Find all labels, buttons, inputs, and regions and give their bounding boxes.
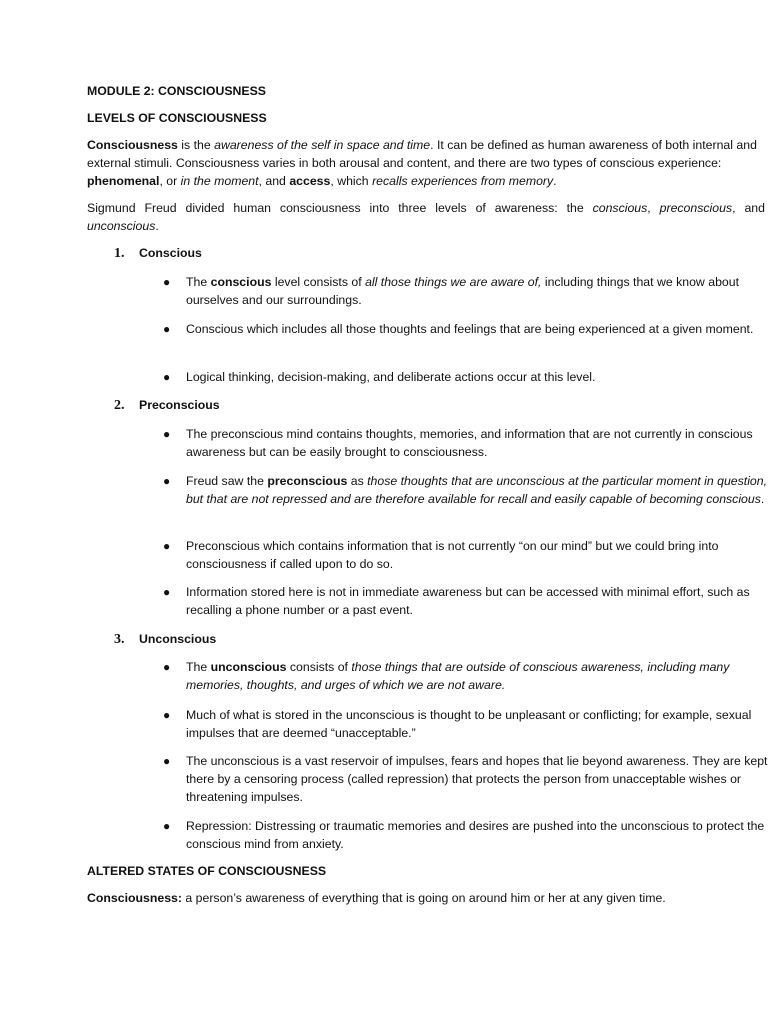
level-heading-conscious: 1. Conscious	[114, 246, 202, 261]
list-item: ● The unconscious is a vast reservoir of impulses, fears and hopes that lie beyond awareness. They are kept there by a censoring process (called repression) that protects the person from unacceptable wishes or threatening impulses.	[163, 754, 768, 804]
bullet-icon: ●	[163, 322, 171, 336]
list-item: ● Conscious which includes all those thoughts and feelings that are being experienced at a given moment.	[163, 322, 754, 336]
bullet-icon: ●	[163, 275, 171, 289]
list-item: ● Preconscious which contains information that is not currently “on our mind” but we could bring into consciousness if called upon to do so.	[163, 539, 719, 571]
bullet-icon: ●	[163, 474, 171, 488]
list-item: ● The unconscious consists of those things that are outside of conscious awareness, including many memories, thoughts, and urges of which we are not aware.	[163, 660, 730, 692]
list-item: ● Information stored here is not in immediate awareness but can be accessed with minimal effort, such as recalling a phone number or a past event.	[163, 585, 750, 617]
bullet-icon: ●	[163, 819, 171, 833]
term-consciousness: Consciousness	[87, 138, 178, 152]
bullet-icon: ●	[163, 708, 171, 722]
list-item: ● Freud saw the preconscious as those thoughts that are unconscious at the particular moment in question, but that are not repressed and are therefore available for recall and easily capable of becoming conscious.	[163, 474, 768, 506]
bullet-icon: ●	[163, 754, 171, 768]
bullet-icon: ●	[163, 370, 171, 384]
module-title: MODULE 2: CONSCIOUSNESS	[87, 84, 267, 98]
level-heading-preconscious: 2. Preconscious	[114, 398, 220, 413]
section-title-levels: LEVELS OF CONSCIOUSNESS	[87, 111, 267, 125]
list-item: ● Repression: Distressing or traumatic memories and desires are pushed into the unconscious to protect the conscious mind from anxiety.	[163, 819, 765, 851]
bullet-icon: ●	[163, 539, 171, 553]
bullet-icon: ●	[163, 660, 171, 674]
list-item: ● The conscious level consists of all those things we are aware of, including things that we know about ourselves and our surroundings.	[163, 275, 739, 307]
definition-paragraph: Consciousness: a person’s awareness of everything that is going on around him or her at any given time.	[87, 891, 666, 905]
list-item: ● The preconscious mind contains thoughts, memories, and information that are not currently in conscious awareness but can be easily brought to consciousness.	[163, 427, 753, 459]
level-heading-unconscious: 3. Unconscious	[114, 632, 217, 647]
bullet-icon: ●	[163, 585, 171, 599]
list-item: ● Much of what is stored in the unconscious is thought to be unpleasant or conflicting; for example, sexual impulses that are deemed “unacceptable.”	[163, 708, 752, 740]
intro-paragraph: Consciousness is the awareness of the self in space and time. It can be defined as human awareness of both internal and external stimuli. Consciousness varies in both arousal and content, and there are two types of conscious experience: phenomenal, or in the moment, and access, which recalls experiences from memory.	[87, 138, 757, 188]
section-title-altered-states: ALTERED STATES OF CONSCIOUSNESS	[87, 864, 327, 878]
term-consciousness-definition: Consciousness:	[87, 891, 182, 905]
bullet-icon: ●	[163, 427, 171, 441]
freud-paragraph: Sigmund Freud divided human consciousness into three levels of awareness: the conscious, preconscious, and unconscious.	[87, 201, 765, 233]
list-item: ● Logical thinking, decision-making, and deliberate actions occur at this level.	[163, 370, 596, 384]
